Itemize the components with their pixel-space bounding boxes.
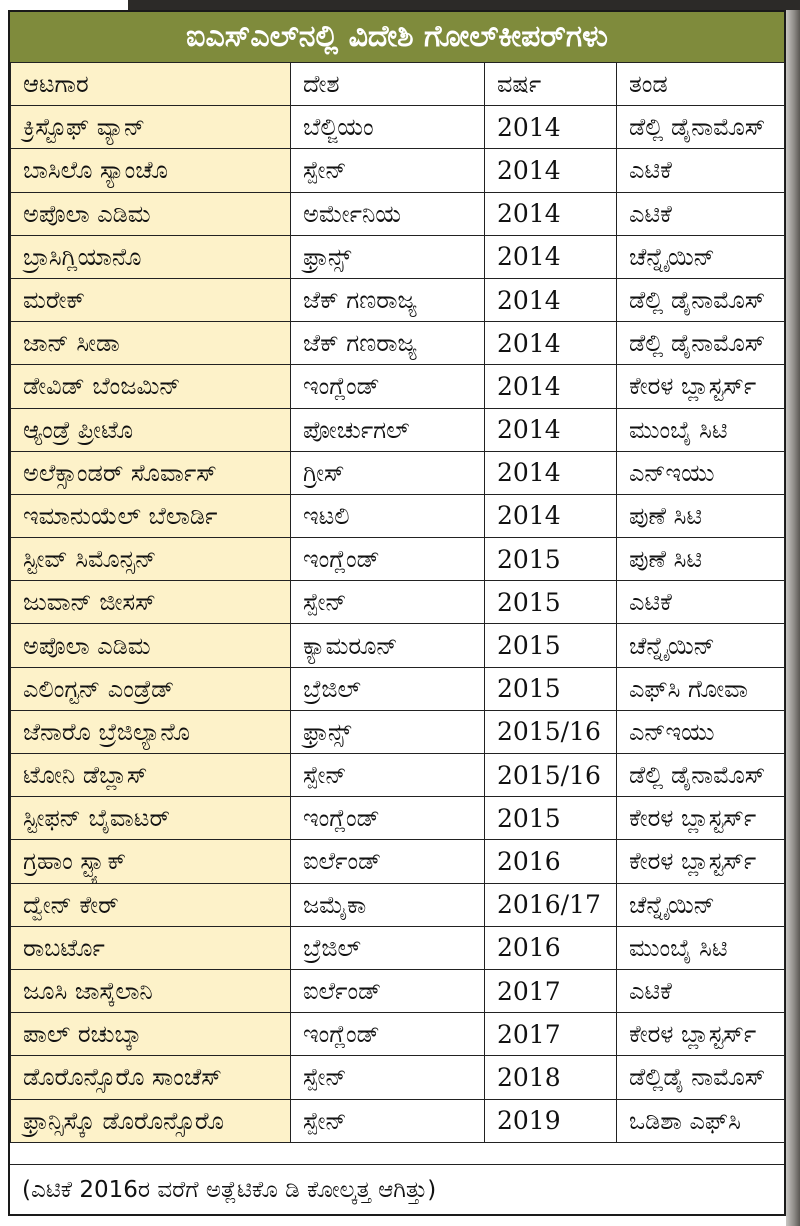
- team-cell: ಎಫ್‌ಸಿ ಗೋವಾ: [617, 667, 785, 710]
- goalkeepers-table: [10, 62, 785, 1143]
- table-row: [11, 235, 785, 278]
- header-player: ಆಟಗಾರ: [11, 63, 291, 106]
- table-row: [11, 624, 785, 667]
- country-cell: ಬ್ರೆಜಿಲ್‌: [291, 926, 485, 969]
- player-cell: ಆ್ಯಂಡ್ರೆ ಪ್ರೀಟೊ: [11, 408, 291, 451]
- table-row: [11, 278, 785, 321]
- table-row: [11, 494, 785, 537]
- team-cell: ಚೆನ್ನೈಯಿನ್: [617, 235, 785, 278]
- team-cell: ಡೆಲ್ಲಿ ಡೈನಾಮೊಸ್‌: [617, 754, 785, 797]
- table-row: [11, 883, 785, 926]
- year-cell: 2014: [485, 149, 617, 192]
- year-cell: 2015: [485, 624, 617, 667]
- country-cell: ಇಂಗ್ಲೆಂಡ್: [291, 538, 485, 581]
- year-cell: 2016/17: [485, 883, 617, 926]
- team-cell: ಎಟಿಕೆ: [617, 149, 785, 192]
- player-cell: ದ್ವೇನ್‌ ಕೇರ್‌: [11, 883, 291, 926]
- player-cell: ಅಲೆಕ್ಸಾಂಡರ್‌ ಸೊರ್ವಾಸ್‌: [11, 451, 291, 494]
- player-cell: ಅಪೊಲಾ ಎಡಿಮ: [11, 192, 291, 235]
- country-cell: ಬೆಲ್ಜಿಯಂ: [291, 106, 485, 149]
- country-cell: ಕ್ಯಾಮರೂನ್: [291, 624, 485, 667]
- country-cell: ಇಂಗ್ಲೆಂಡ್: [291, 365, 485, 408]
- player-cell: ಗ್ರಹಾಂ ಸ್ಟ್ಯಾಕ್‌: [11, 840, 291, 883]
- country-cell: ಸ್ಪೇನ್: [291, 581, 485, 624]
- year-cell: 2015/16: [485, 754, 617, 797]
- year-cell: 2015: [485, 667, 617, 710]
- table-row: [11, 322, 785, 365]
- country-cell: ಸ್ಪೇನ್: [291, 1099, 485, 1142]
- year-cell: 2014: [485, 365, 617, 408]
- team-cell: ಎಟಿಕೆ: [617, 969, 785, 1012]
- table-row: [11, 538, 785, 581]
- player-cell: ಕ್ರಿಸ್ಟೊಫ್‌ ವ್ಯಾನ್: [11, 106, 291, 149]
- team-cell: ಒಡಿಶಾ ಎಫ್‌ಸಿ: [617, 1099, 785, 1142]
- year-cell: 2016: [485, 926, 617, 969]
- team-cell: ಎನ್‌ಇಯು: [617, 451, 785, 494]
- team-cell: ಚೆನ್ನೈಯಿನ್: [617, 624, 785, 667]
- table-body: [11, 63, 785, 1143]
- year-cell: 2018: [485, 1056, 617, 1099]
- country-cell: ಇಂಗ್ಲೆಂಡ್: [291, 797, 485, 840]
- player-cell: ಪಾಲ್‌ ರಚುಬ್ಕಾ: [11, 1013, 291, 1056]
- year-cell: 2014: [485, 408, 617, 451]
- player-cell: ಎಲಿಂಗ್ಟನ್‌ ಎಂಡ್ರೆಡ್‌: [11, 667, 291, 710]
- year-cell: 2014: [485, 322, 617, 365]
- country-cell: ಜಮೈಕಾ: [291, 883, 485, 926]
- year-cell: 2017: [485, 1013, 617, 1056]
- country-cell: ಇಂಗ್ಲೆಂಡ್: [291, 1013, 485, 1056]
- country-cell: ಐರ್ಲೆಂಡ್‌: [291, 969, 485, 1012]
- country-cell: ಫ್ರಾನ್ಸ್: [291, 235, 485, 278]
- player-cell: ಇಮಾನುಯೆಲ್‌ ಬೆಲಾರ್ಡಿ: [11, 494, 291, 537]
- player-cell: ಮರೇಕ್: [11, 278, 291, 321]
- player-cell: ಅಪೊಲಾ ಎಡಿಮ: [11, 624, 291, 667]
- country-cell: ಅರ್ಮೇನಿಯ: [291, 192, 485, 235]
- year-cell: 2015: [485, 581, 617, 624]
- table-title: ಐಎಸ್‌ಎಲ್‌ನಲ್ಲಿ ವಿದೇಶಿ ಗೋಲ್‌ಕೀಪರ್‌ಗಳು: [10, 12, 784, 62]
- player-cell: ಜುವಾನ್‌ ಜೀಸಸ್‌: [11, 581, 291, 624]
- player-cell: ಫ್ರಾನ್ಸಿಸ್ಕೊ ಡೊರೊನ್ಸೊರೊ: [11, 1099, 291, 1142]
- year-cell: 2014: [485, 106, 617, 149]
- year-cell: 2014: [485, 278, 617, 321]
- table-row: [11, 1099, 785, 1142]
- top-dark-band: [128, 0, 800, 10]
- year-cell: 2014: [485, 192, 617, 235]
- table-row: [11, 1056, 785, 1099]
- team-cell: ಡೆಲ್ಲಿ ಡೈನಾಮೊಸ್‌: [617, 106, 785, 149]
- team-cell: ಪುಣೆ ಸಿಟಿ: [617, 494, 785, 537]
- country-cell: ಪೋರ್ಚುಗಲ್: [291, 408, 485, 451]
- page-edge-shadow: [786, 10, 800, 1226]
- team-cell: ಎನ್‌ಇಯು: [617, 710, 785, 753]
- team-cell: ಡೆಲ್ಲಿ ಡೈನಾಮೊಸ್‌: [617, 278, 785, 321]
- country-cell: ಸ್ಪೇನ್: [291, 754, 485, 797]
- table-row: [11, 667, 785, 710]
- header-country: ದೇಶ: [291, 63, 485, 106]
- country-cell: ಸ್ಪೇನ್: [291, 1056, 485, 1099]
- team-cell: ಮುಂಬೈ ಸಿಟಿ: [617, 926, 785, 969]
- player-cell: ಬ್ರಾಸಿಗ್ಲಿಯಾನೊ: [11, 235, 291, 278]
- header-team: ತಂಡ: [617, 63, 785, 106]
- table-row: [11, 581, 785, 624]
- year-cell: 2015/16: [485, 710, 617, 753]
- player-cell: ಡೊರೊನ್ಸೊರೊ ಸಾಂಚೆಸ್‌: [11, 1056, 291, 1099]
- player-cell: ಡೇವಿಡ್‌ ಬೆಂಜಮಿನ್: [11, 365, 291, 408]
- table-row: [11, 797, 785, 840]
- player-cell: ಸ್ಟೀಫನ್‌ ಬೈವಾಟರ್‌: [11, 797, 291, 840]
- table-row: [11, 408, 785, 451]
- year-cell: 2015: [485, 797, 617, 840]
- table-row: [11, 754, 785, 797]
- year-cell: 2015: [485, 538, 617, 581]
- top-strip: [0, 0, 800, 10]
- country-cell: ಬ್ರೆಜಿಲ್‌: [291, 667, 485, 710]
- player-cell: ಸ್ಟೀವ್‌ ಸಿಮೊನ್ಸನ್: [11, 538, 291, 581]
- table-row: [11, 1013, 785, 1056]
- team-cell: ಕೇರಳ ಬ್ಲಾಸ್ಟರ್ಸ್: [617, 1013, 785, 1056]
- year-cell: 2019: [485, 1099, 617, 1142]
- country-cell: ಫ್ರಾನ್ಸ್: [291, 710, 485, 753]
- year-cell: 2014: [485, 235, 617, 278]
- info-table-card: [8, 10, 786, 1216]
- player-cell: ಬಾಸಿಲೊ ಸ್ಯಾಂಚೊ: [11, 149, 291, 192]
- year-cell: 2017: [485, 969, 617, 1012]
- team-cell: ಮುಂಬೈ ಸಿಟಿ: [617, 408, 785, 451]
- year-cell: 2014: [485, 494, 617, 537]
- player-cell: ಟೋನಿ ಡೆಬ್ಲಾಸ್‌: [11, 754, 291, 797]
- player-cell: ರಾಬರ್ಟೊ: [11, 926, 291, 969]
- team-cell: ಚೆನ್ನೈಯಿನ್: [617, 883, 785, 926]
- team-cell: ಕೇರಳ ಬ್ಲಾಸ್ಟರ್ಸ್: [617, 797, 785, 840]
- team-cell: ಡೆಲ್ಲಿ ಡೈನಾಮೊಸ್‌: [617, 322, 785, 365]
- table-row: [11, 710, 785, 753]
- header-year: ವರ್ಷ: [485, 63, 617, 106]
- team-cell: ಕೇರಳ ಬ್ಲಾಸ್ಟರ್ಸ್: [617, 365, 785, 408]
- country-cell: ಜೆಕ್‌ ಗಣರಾಜ್ಯ: [291, 278, 485, 321]
- table-row: [11, 926, 785, 969]
- year-cell: 2014: [485, 451, 617, 494]
- table-row: [11, 365, 785, 408]
- player-cell: ಜೆನಾರೊ ಬ್ರೆಜಿಲ್ಯಾನೊ: [11, 710, 291, 753]
- table-row: [11, 192, 785, 235]
- team-cell: ಎಟಿಕೆ: [617, 192, 785, 235]
- team-cell: ಎಟಿಕೆ: [617, 581, 785, 624]
- year-cell: 2016: [485, 840, 617, 883]
- footnote: (ಎಟಿಕೆ 2016ರ ವರೆಗೆ ಅತ್ಲೆಟಿಕೊ ಡಿ ಕೋಲ್ಕತ್ತ ಆಗಿತ್ತು): [10, 1164, 784, 1214]
- table-row: [11, 106, 785, 149]
- team-cell: ಕೇರಳ ಬ್ಲಾಸ್ಟರ್ಸ್: [617, 840, 785, 883]
- team-cell: ಡೆಲ್ಲಿಡೈ ನಾಮೊಸ್‌: [617, 1056, 785, 1099]
- country-cell: ಇಟಲಿ: [291, 494, 485, 537]
- table-row: [11, 451, 785, 494]
- country-cell: ಐರ್ಲೆಂಡ್‌: [291, 840, 485, 883]
- country-cell: ಜೆಕ್‌ ಗಣರಾಜ್ಯ: [291, 322, 485, 365]
- player-cell: ಜೂಸಿ ಜಾಸ್ಕೆಲಾನಿ: [11, 969, 291, 1012]
- player-cell: ಜಾನ್‌ ಸೀಡಾ: [11, 322, 291, 365]
- country-cell: ಗ್ರೀಸ್‌: [291, 451, 485, 494]
- header-row: [11, 63, 785, 106]
- table-row: [11, 149, 785, 192]
- team-cell: ಪುಣೆ ಸಿಟಿ: [617, 538, 785, 581]
- country-cell: ಸ್ಪೇನ್: [291, 149, 485, 192]
- table-row: [11, 840, 785, 883]
- table-row: [11, 969, 785, 1012]
